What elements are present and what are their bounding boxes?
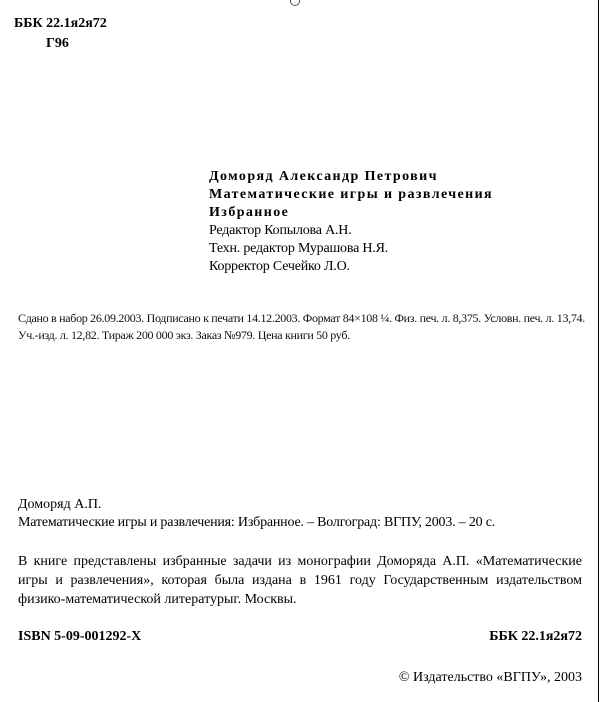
print-info: Сдано в набор 26.09.2003. Подписано к печати 14.12.2003. Формат 84×108 ¼. Физ. печ. л. 8,375. Условн. печ. л. 13,74. Уч.-изд. л. 12,82. Тираж 200 000 экз. Заказ №979. Цена книги 50 руб. xyxy=(18,311,585,342)
author-code: Г96 xyxy=(46,36,69,51)
abstract-paragraph: В книге представлены избранные задачи из монографии Доморяда А.П. «Математические игры и развлечения», которая была издана в 1961 году Государственным издательством физико-математической литературыг. Москвы. xyxy=(18,554,582,607)
reference-author: Доморяд А.П. xyxy=(18,497,102,512)
reference-title: Математические игры и развлечения: Избранное. – Волгоград: ВГПУ, 2003. – 20 с. xyxy=(18,515,496,530)
bbk-classification-bottom: ББК 22.1я2я72 xyxy=(489,629,582,644)
isbn: ISBN 5-09-001292-X xyxy=(18,629,142,644)
credits-subtitle: Избранное xyxy=(209,205,290,220)
credits-proofreader: Корректор Сечейко Л.О. xyxy=(209,259,350,274)
bbk-classification-top: ББК 22.1я2я72 xyxy=(14,16,107,31)
credits-editor: Редактор Копылова А.Н. xyxy=(209,223,352,238)
credits-block xyxy=(209,168,493,276)
copyright: © Издательство «ВГПУ», 2003 xyxy=(398,670,582,685)
credits-author: Доморяд Александр Петрович xyxy=(209,169,438,184)
credits-title: Математические игры и развлечения xyxy=(209,187,494,202)
credits-tech-editor: Техн. редактор Мурашова Н.Я. xyxy=(209,241,389,256)
